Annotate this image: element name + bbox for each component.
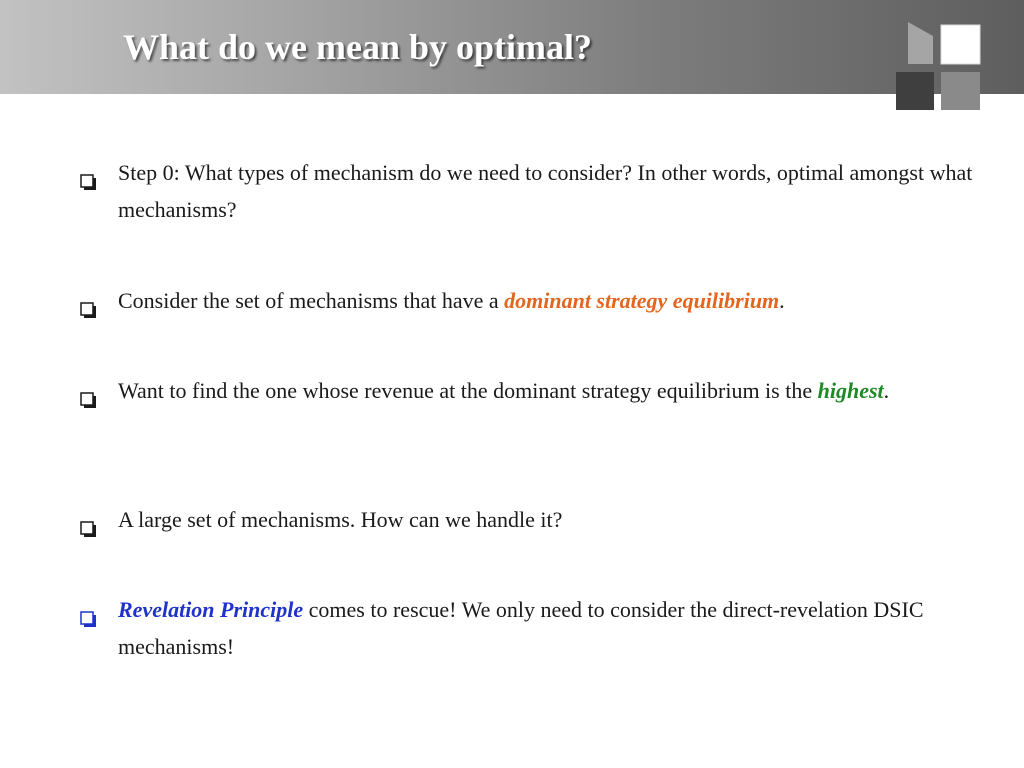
checkbox-bullet-icon-blue (80, 602, 97, 619)
emphasis-highest: highest (817, 378, 884, 403)
checkbox-bullet-icon (80, 165, 97, 182)
checkbox-bullet-icon (80, 293, 97, 310)
bullet-text: Want to find the one whose revenue at the dominant strategy equilibrium is the highest. (118, 378, 890, 403)
checkbox-bullet-icon (80, 512, 97, 529)
slide-title: What do we mean by optimal? (123, 27, 593, 67)
emphasis-revelation-principle: Revelation Principle (118, 597, 304, 622)
emphasis-dominant-strategy: dominant strategy equilibrium (504, 288, 780, 313)
bullet-text: A large set of mechanisms. How can we handle it? (118, 507, 563, 532)
bullet-text: Consider the set of mechanisms that have a dominant strategy equilibrium. (118, 288, 785, 313)
bullet-text: Step 0: What types of mechanism do we need to consider? In other words, optimal amongst what mechanisms? (118, 160, 973, 222)
logo-icon (892, 18, 992, 118)
bullet-text: Revelation Principle comes to rescue! We only need to consider the direct-revelation DSIC mechanisms! (118, 597, 924, 659)
checkbox-bullet-icon (80, 383, 97, 400)
